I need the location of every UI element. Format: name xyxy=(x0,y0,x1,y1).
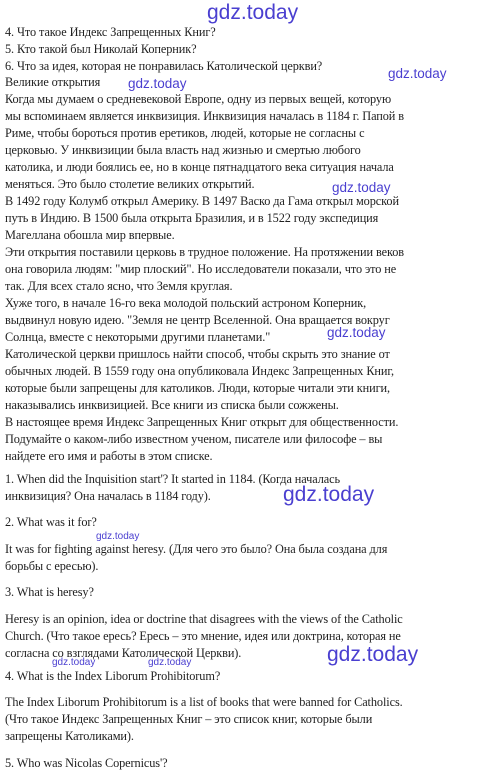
question-line: 5. Кто такой был Николай Коперник? xyxy=(5,42,197,56)
question-line: 6. Что за идея, которая не понравилась Католической церкви? xyxy=(5,59,323,73)
watermark: gdz.today xyxy=(327,643,419,666)
answer-line: инквизиция? Она началась в 1184 году). xyxy=(5,489,211,503)
text-line: Эти открытия поставили церковь в трудное положение. На протяжении веков xyxy=(5,245,404,259)
answer-line: согласна со взглядами Католической Церкви). xyxy=(5,646,242,660)
answer-line: (Что такое Индекс Запрещенных Книг – это список книг, которые были xyxy=(5,712,373,726)
question-line: 3. What is heresy? xyxy=(5,585,94,599)
question-line: 2. What was it for? xyxy=(5,515,97,529)
answer-line: The Index Liborum Prohibitorum is a list of books that were banned for Catholics. xyxy=(5,695,403,709)
watermark: gdz.today xyxy=(52,657,96,668)
text-line: церковью. У инквизиции была власть над жизнью и смертью любого xyxy=(5,143,361,157)
watermark: gdz.today xyxy=(283,483,375,506)
text-line: мы вспоминаем является инквизиция. Инквизиция началась в 1184 г. Папой в xyxy=(5,109,404,123)
text-line: меняться. Это было столетие великих открытий. xyxy=(5,177,255,191)
answer-line: It was for fighting against heresy. (Для чего это было? Она была создана для xyxy=(5,542,388,556)
question-line: 4. What is the Index Liborum Prohibitorum? xyxy=(5,669,221,683)
question-line: 5. Who was Nicolas Copernicus'? xyxy=(5,756,168,770)
watermark: gdz.today xyxy=(148,657,192,668)
text-line: католика, и люди боялись ее, но в конце пятнадцатого века ситуация начала xyxy=(5,160,394,174)
watermark: gdz.today xyxy=(332,180,391,195)
text-line: Католической церкви пришлось найти способ, чтобы скрыть это знание от xyxy=(5,347,390,361)
text-line: которые были запрещены для католиков. Люди, которые читали эти книги, xyxy=(5,381,390,395)
text-line: путь в Индию. В 1500 была открыта Бразилия, и в 1522 году экспедиция xyxy=(5,211,379,225)
question-line: 4. Что такое Индекс Запрещенных Книг? xyxy=(5,25,216,39)
text-line: Солнца, вместе с некоторыми другими планетами." xyxy=(5,330,271,344)
text-line: Риме, чтобы бороться против еретиков, людей, которые не согласны с xyxy=(5,126,365,140)
text-line: Когда мы думаем о средневековой Европе, одну из первых вещей, которую xyxy=(5,92,392,106)
text-line: В 1492 году Колумб открыл Америку. В 1497 Васко да Гама открыл морской xyxy=(5,194,399,208)
section-title: Великие открытия xyxy=(5,75,101,89)
watermark: gdz.today xyxy=(96,531,140,542)
answer-line: Heresy is an opinion, idea or doctrine that disagrees with the views of the Catholic xyxy=(5,612,403,626)
text-line: она говорила людям: "мир плоский". Но исследователи показали, что это не xyxy=(5,262,397,276)
text-line: Хуже того, в начале 16-го века молодой польский астроном Коперник, xyxy=(5,296,367,310)
answer-line: Church. (Что такое ересь? Ересь – это мнение, идея или доктрина, которая не xyxy=(5,629,401,643)
text-line: Магеллана обошла мир впервые. xyxy=(5,228,175,242)
answer-line: запрещены Католиками). xyxy=(5,729,134,743)
watermark: gdz.today xyxy=(327,325,386,340)
watermark: gdz.today xyxy=(388,66,447,81)
text-line: найдете его имя и работы в этом списке. xyxy=(5,449,213,463)
text-line: выдвинул новую идею. "Земля не центр Вселенной. Она вращается вокруг xyxy=(5,313,390,327)
text-line: В настоящее время Индекс Запрещенных Книг открыт для общественности. xyxy=(5,415,399,429)
text-line: наказывались инквизицией. Все книги из списка были сожжены. xyxy=(5,398,339,412)
text-line: Подумайте о каком-либо известном ученом, писателе или философе – вы xyxy=(5,432,383,446)
answer-line: борьбы с ересью). xyxy=(5,559,99,573)
text-line: обычных людей. В 1559 году она опубликовала Индекс Запрещенных Книг, xyxy=(5,364,394,378)
watermark: gdz.today xyxy=(128,76,187,91)
watermark-header: gdz.today xyxy=(207,1,299,24)
text-line: так. Для всех стало ясно, что Земля круглая. xyxy=(5,279,233,293)
answer-line: 1. When did the Inquisition start'? It started in 1184. (Когда началась xyxy=(5,472,340,486)
